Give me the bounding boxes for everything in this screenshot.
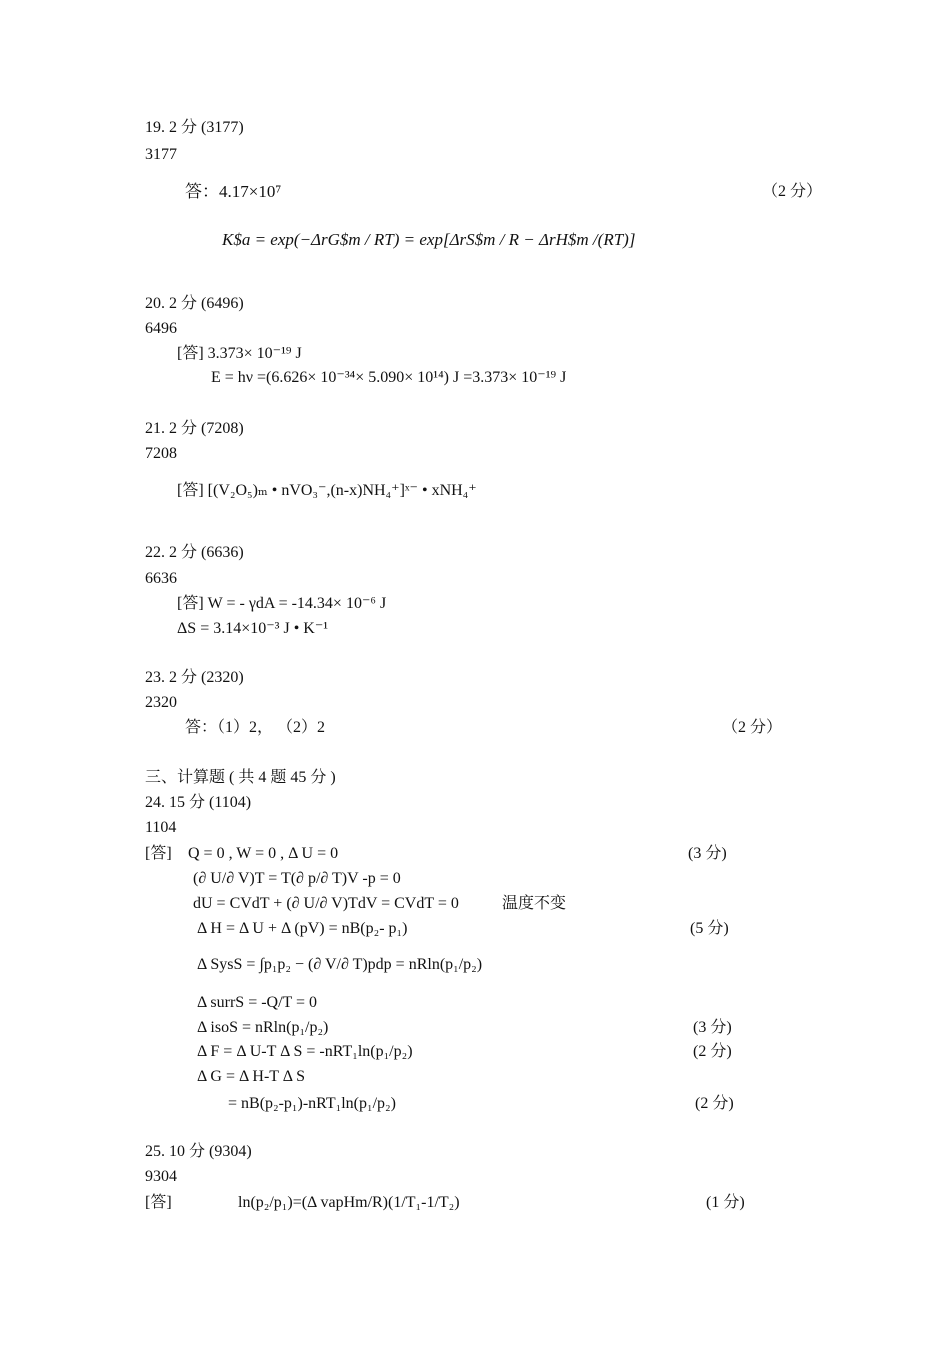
- q24-line1-score: (3 分): [688, 845, 727, 862]
- q19-score: （2 分）: [762, 183, 823, 200]
- q19-code: 3177: [145, 146, 177, 163]
- q25-answer-label: [答]: [145, 1194, 172, 1211]
- q24-line3: dU = CVdT + (∂ U/∂ V)TdV = CVdT = 0: [193, 895, 459, 912]
- q23-code: 2320: [145, 694, 177, 711]
- q24-line10: = nB(p₂-p₁)-nRT₁ln(p₁/p₂): [228, 1095, 396, 1112]
- q22-header: 22. 2 分 (6636): [145, 544, 244, 561]
- q24-line3-note: 温度不变: [502, 895, 567, 912]
- q25-code: 9304: [145, 1168, 177, 1185]
- q24-line10-score: (2 分): [695, 1095, 734, 1112]
- q24-line8: Δ F = Δ U-T Δ S = -nRT₁ln(p₁/p₂): [197, 1043, 413, 1060]
- q21-header: 21. 2 分 (7208): [145, 420, 244, 437]
- q24-line8-score: (2 分): [693, 1043, 732, 1060]
- q25-score: (1 分): [706, 1194, 745, 1211]
- q21-answer: [答] [(V₂O₅)ₘ • nVO₃⁻,(n-x)NH₄⁺]ˣ⁻ • xNH₄⁺: [177, 482, 477, 499]
- q20-answer: [答] 3.373× 10⁻¹⁹ J: [177, 345, 302, 362]
- q22-line2: ΔS = 3.14×10⁻³ J • K⁻¹: [177, 620, 329, 637]
- q23-answer: 答：（1）2， （2）2: [185, 719, 326, 736]
- q24-line9: Δ G = Δ H-T Δ S: [197, 1068, 306, 1085]
- q25-header: 25. 10 分 (9304): [145, 1143, 252, 1160]
- q24-header: 24. 15 分 (1104): [145, 794, 252, 811]
- section-title: 三、计算题 ( 共 4 题 45 分 ): [145, 769, 336, 786]
- q19-header: 19. 2 分 (3177): [145, 119, 244, 136]
- q24-line4-score: (5 分): [690, 920, 729, 937]
- q24-code: 1104: [145, 819, 177, 836]
- q24-line7-score: (3 分): [693, 1019, 732, 1036]
- q23-score: （2 分）: [722, 719, 783, 736]
- q24-line6: Δ surrS = -Q/T = 0: [197, 994, 318, 1011]
- q21-code: 7208: [145, 445, 177, 462]
- q20-code: 6496: [145, 320, 177, 337]
- q24-line2: (∂ U/∂ V)T = T(∂ p/∂ T)V -p = 0: [193, 870, 401, 887]
- q22-answer: [答] W = - γdA = -14.34× 10⁻⁶ J: [177, 595, 387, 612]
- q23-header: 23. 2 分 (2320): [145, 669, 244, 686]
- q19-answer: 答：4.17×10⁷: [185, 182, 282, 201]
- q24-line4: Δ H = Δ U + Δ (pV) = nB(p₂- p₁): [197, 920, 408, 937]
- q24-line5: Δ SysS = ∫p₁p₂ − (∂ V/∂ T)pdp = nRln(p₁/p₂): [197, 956, 483, 973]
- q20-formula: E = hν =(6.626× 10⁻³⁴× 5.090× 10¹⁴) J =3.373× 10⁻¹⁹ J: [211, 369, 567, 386]
- q25-formula: ln(p₂/p₁)=(Δ vapHm/R)(1/T₁-1/T₂): [238, 1194, 460, 1211]
- q22-code: 6636: [145, 570, 177, 587]
- q24-line7: Δ isoS = nRln(p₁/p₂): [197, 1019, 329, 1036]
- q20-header: 20. 2 分 (6496): [145, 295, 244, 312]
- q19-formula: K$a = exp(−ΔrG$m / RT) = exp[ΔrS$m / R − ΔrH$m /(RT)]: [222, 230, 636, 249]
- q24-line1: Q = 0 , W = 0 , Δ U = 0: [188, 845, 339, 862]
- q24-answer-label: [答]: [145, 845, 172, 862]
